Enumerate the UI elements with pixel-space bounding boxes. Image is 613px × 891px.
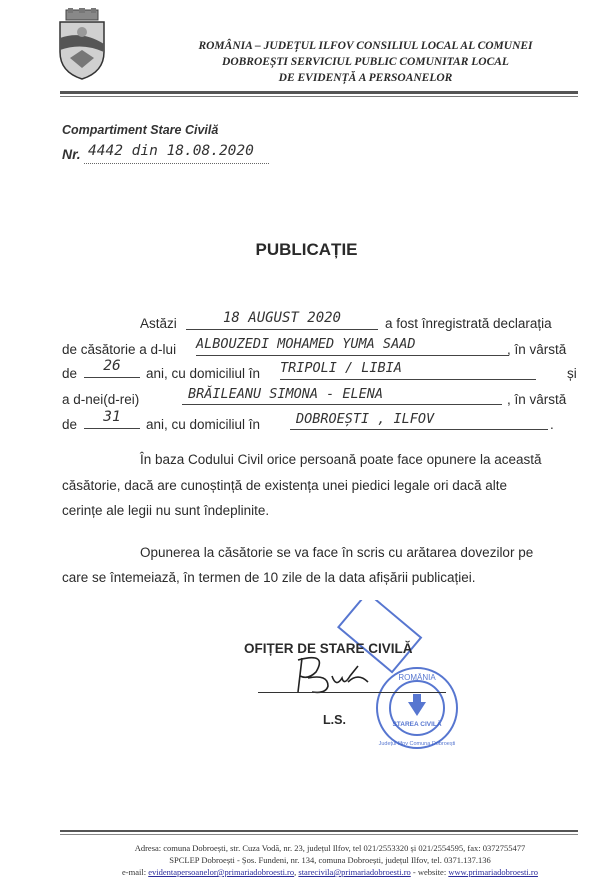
footer-rule — [60, 830, 578, 832]
bride-prefix: a d-nei(d-rei) — [62, 392, 140, 407]
header-line-1: ROMÂNIA – JUDEȚUL ILFOV CONSILIUL LOCAL AL COMUNEI — [198, 40, 533, 52]
groom-domicile: TRIPOLI / LIBIA — [280, 360, 536, 380]
document-title: PUBLICAȚIE — [255, 240, 358, 259]
filing-line-2: care se întemeiază, în termen de 10 zile de la data afișării publicației. — [62, 570, 476, 585]
bride-domicile: DOBROEȘTI , ILFOV — [290, 411, 548, 430]
astazi-label: Astăzi — [140, 316, 177, 331]
header-rule — [60, 91, 578, 94]
email-separator: , — [294, 867, 297, 877]
registration-prefix: Nr. — [62, 146, 81, 162]
stamp-ring-top: ROMÂNIA — [398, 673, 436, 682]
groom-name: ALBOUZEDI MOHAMED YUMA SAAD — [196, 336, 509, 356]
opposition-line-3: cerințe ale legii nu sunt îndeplinite. — [62, 503, 270, 518]
registration-number: 4442 din 18.08.2020 — [88, 143, 254, 159]
stamp-ring-bottom: Județul Ilfov Comuna Dobroești — [378, 741, 456, 747]
declaration-text: a fost înregistrată declarația — [385, 316, 552, 331]
bride-age-label: , în vârstă — [507, 392, 567, 407]
footer-spclep: SPCLEP Dobroești - Șos. Fundeni, nr. 134, comuna Dobroești, județul Ilfov, tel. 0371.137.136 — [169, 855, 491, 865]
ls-label: L.S. — [323, 713, 346, 727]
website-label: - website: — [412, 867, 447, 877]
filing-line-1: Opunerea la căsătorie se va face în scris cu arătarea dovezilor pe — [140, 545, 534, 560]
bride-age: 31 — [84, 409, 140, 429]
groom-domicile-label: ani, cu domiciliul în — [146, 366, 261, 381]
line-period: . — [550, 417, 554, 432]
signature-line — [258, 692, 446, 693]
groom-de: de — [62, 366, 78, 381]
website-link[interactable]: www.primariadobroesti.ro — [448, 867, 538, 877]
si-conjunction: și — [567, 366, 577, 381]
bride-domicile-label: ani, cu domiciliul în — [146, 417, 261, 432]
opposition-line-1: În baza Codului Civil orice persoană poate face opunere la această — [140, 452, 542, 467]
email-link-evidenta[interactable]: evidentapersoanelor@primariadobroesti.ro — [148, 867, 295, 877]
registration-dotted-line — [84, 163, 269, 164]
footer-rule-thin — [60, 834, 578, 835]
coat-of-arms-icon — [56, 8, 108, 80]
opposition-line-2: căsătorie, dacă are cunoștință de existența unei piedici legale ori dacă alte — [62, 478, 508, 493]
header-rule-thin — [60, 96, 578, 97]
officer-title: OFIȚER DE STARE CIVILĂ — [244, 641, 413, 656]
declaration-date: 18 AUGUST 2020 — [186, 310, 378, 330]
header-line-3: DE EVIDENȚĂ A PERSOANELOR — [278, 72, 453, 84]
bride-de: de — [62, 417, 78, 432]
footer-address: Adresa: comuna Dobroești, str. Cuza Vodă, nr. 23, județul Ilfov, tel 021/2553320 și 021/2554595, fax: 0372755477 — [134, 843, 526, 853]
stamp-center-text: STAREA CIVILĂ — [392, 721, 442, 728]
bride-name: BRĂILEANU SIMONA - ELENA — [182, 386, 502, 405]
groom-age-label: , în vârstă — [507, 342, 567, 357]
header-line-2: DOBROEȘTI SERVICIUL PUBLIC COMUNITAR LOCAL — [222, 56, 509, 68]
email-label: e-mail: — [122, 867, 147, 877]
compartment-label: Compartiment Stare Civilă — [62, 123, 219, 137]
email-link-starecivila[interactable]: starecivila@primariadobroesti.ro — [298, 867, 411, 877]
groom-age: 26 — [84, 358, 140, 378]
footer-contacts — [60, 867, 600, 877]
groom-prefix: de căsătorie a d-lui — [62, 342, 177, 357]
